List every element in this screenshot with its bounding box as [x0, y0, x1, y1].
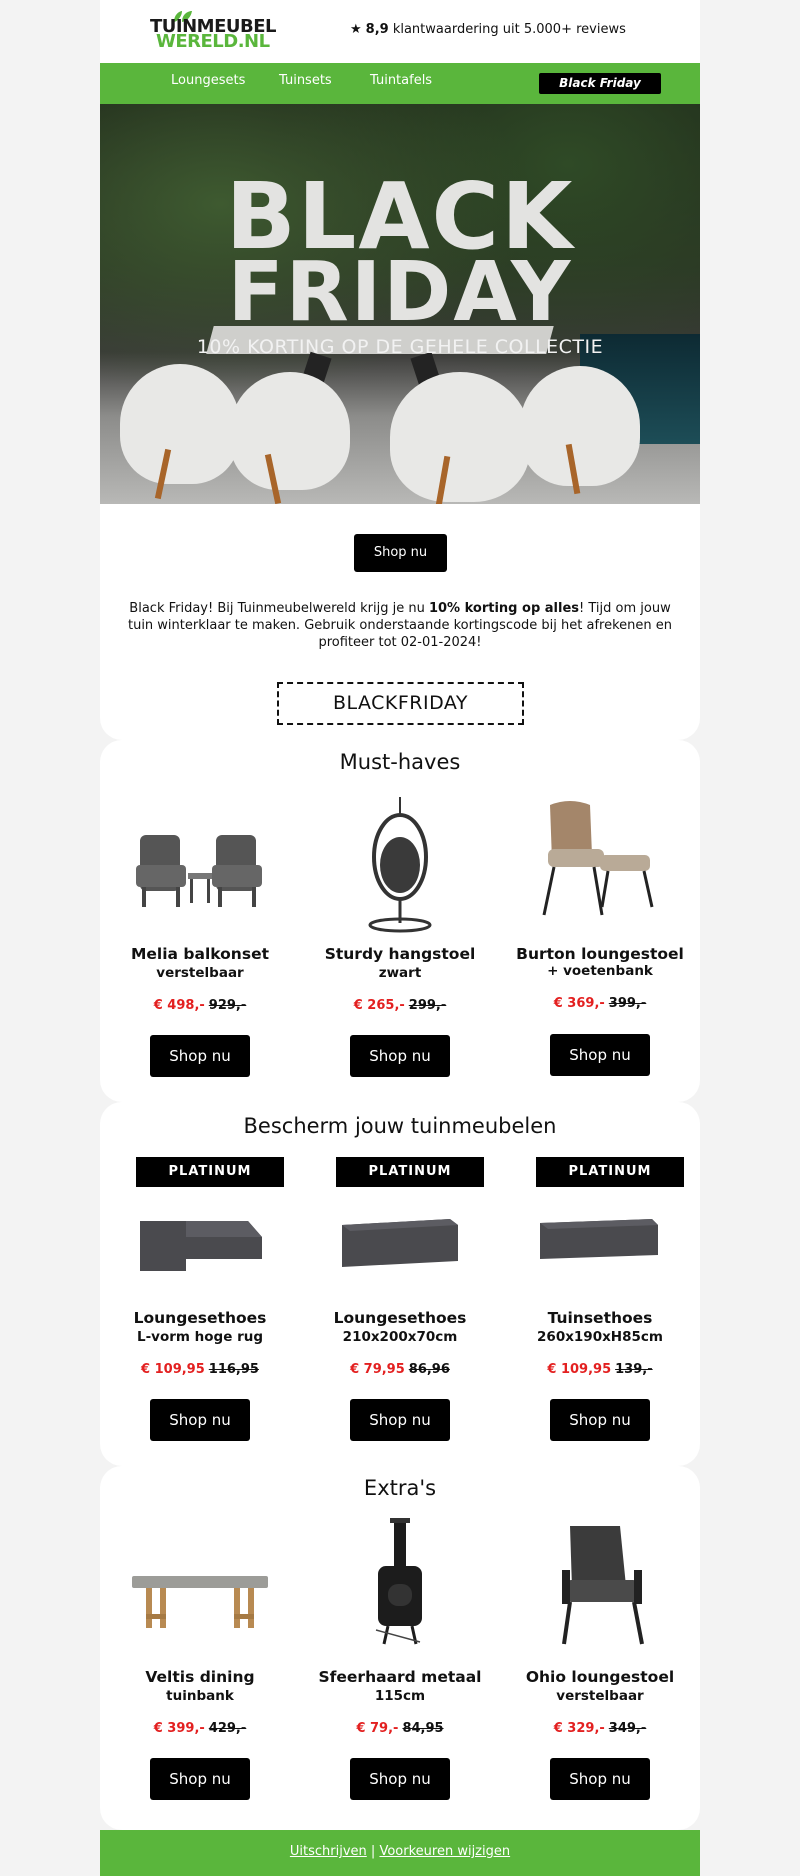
price-new: € 79,95	[350, 1362, 405, 1377]
footer-separator: |	[370, 1844, 376, 1859]
brand-logo: PLATINUM	[336, 1157, 484, 1187]
shop-button[interactable]: Shop nu	[350, 1035, 450, 1077]
product-price	[510, 996, 690, 1011]
price-old: 86,96	[408, 1362, 450, 1377]
logo[interactable]	[148, 12, 276, 52]
product-name: Ohio loungestoel	[525, 1668, 675, 1686]
price-new: € 498,-	[153, 998, 205, 1013]
price-old: 429,-	[208, 1721, 247, 1736]
product-price	[110, 1362, 290, 1377]
intro-text-part: ! Tijd om jouw tuin winterklaar te maken. Gebruik onderstaande kortingscode bij het afrekenen en profiteer tot 02-01-2024!	[127, 601, 672, 650]
hero-photo-chair	[520, 366, 640, 486]
shop-button[interactable]: Shop nu	[150, 1035, 250, 1077]
nav-item-black-friday[interactable]: Black Friday	[539, 73, 661, 94]
price-old: 399,-	[608, 996, 647, 1011]
product-price	[310, 998, 490, 1013]
nav-item-loungesets[interactable]: Loungesets	[171, 73, 246, 88]
bench-image	[130, 1518, 270, 1658]
hero-photo-chair	[230, 372, 350, 490]
product-subtitle: zwart	[378, 965, 422, 981]
cover-image	[330, 1197, 470, 1287]
product-price	[110, 1721, 290, 1736]
product-price	[510, 1362, 690, 1377]
product-price	[310, 1721, 490, 1736]
preferences-link[interactable]: Voorkeuren wijzigen	[379, 1844, 511, 1859]
product-subtitle: verstelbaar	[556, 1688, 644, 1704]
nav-item-tuinsets[interactable]: Tuinsets	[279, 73, 332, 88]
product-subtitle: 210x200x70cm	[342, 1329, 458, 1345]
lounge-chair-image	[530, 1518, 670, 1658]
price-new: € 79,-	[356, 1721, 399, 1736]
price-old: 299,-	[408, 998, 447, 1013]
product-subtitle: verstelbaar	[156, 965, 244, 981]
shop-button[interactable]: Shop nu	[350, 1399, 450, 1441]
lounge-chair-image	[530, 795, 670, 935]
price-new: € 265,-	[353, 998, 405, 1013]
fire-pit-image	[330, 1518, 470, 1658]
hero-title-line2: FRIDAY	[227, 245, 573, 340]
price-old: 84,95	[402, 1721, 444, 1736]
shop-button[interactable]: Shop nu	[350, 1758, 450, 1800]
shop-button[interactable]: Shop nu	[550, 1399, 650, 1441]
price-new: € 399,-	[153, 1721, 205, 1736]
shop-button[interactable]: Shop nu	[150, 1758, 250, 1800]
hero-banner[interactable]	[100, 104, 700, 504]
section-title: Bescherm jouw tuinmeubelen	[243, 1114, 557, 1138]
price-new: € 109,95	[141, 1362, 205, 1377]
product-name: Sturdy hangstoel	[324, 945, 476, 963]
intro-text-bold: 10% korting op alles	[428, 601, 580, 616]
hero-photo-chair	[390, 372, 530, 502]
email-header	[100, 0, 700, 63]
product-subtitle: tuinbank	[166, 1688, 234, 1704]
hero-title-line1: BLACK	[225, 163, 575, 270]
product-name: Melia balkonset	[130, 945, 269, 963]
logo-text-bottom: WERELD.NL	[156, 31, 270, 52]
price-old: 349,-	[608, 1721, 647, 1736]
section-covers	[100, 1102, 700, 1466]
product-name: Loungesethoes	[333, 1309, 467, 1327]
hero-shop-button[interactable]: Shop nu	[354, 534, 447, 572]
product-name: Tuinsethoes	[547, 1309, 653, 1327]
product-price	[110, 998, 290, 1013]
product-subtitle: L-vorm hoge rug	[136, 1329, 264, 1345]
product-subtitle: 260x190xH85cm	[537, 1329, 663, 1345]
balcony-set-image	[130, 795, 270, 935]
product-price	[310, 1362, 490, 1377]
product-name: Sfeerhaard metaal	[318, 1668, 482, 1686]
footer-links	[100, 1844, 700, 1859]
section-must-haves	[100, 740, 700, 1102]
price-new: € 109,95	[547, 1362, 612, 1377]
hero-subtitle: 10% KORTING OP DE GEHELE COLLECTIE	[196, 336, 604, 358]
rating-text: klantwaardering uit 5.000+ reviews	[392, 22, 626, 37]
logo-text-top: TUINMEUBEL	[150, 16, 276, 37]
review-rating	[350, 22, 626, 37]
section-extras	[100, 1466, 700, 1830]
product-subtitle: 115cm	[374, 1688, 426, 1704]
price-new: € 329,-	[553, 1721, 605, 1736]
discount-code[interactable]: BLACKFRIDAY	[277, 682, 524, 725]
brand-logo: PLATINUM	[536, 1157, 684, 1187]
star-icon: ★	[350, 22, 362, 37]
l-cover-image	[130, 1197, 270, 1287]
hero-photo-chair	[120, 364, 240, 484]
price-old: 929,-	[208, 998, 247, 1013]
intro-text	[116, 600, 684, 651]
shop-button[interactable]: Shop nu	[550, 1034, 650, 1076]
section-title: Must-haves	[339, 750, 461, 774]
intro-section	[100, 504, 700, 740]
product-price	[510, 1721, 690, 1736]
footer	[100, 1830, 700, 1876]
rating-score: 8,9	[365, 22, 389, 37]
product-name: Veltis dining	[145, 1668, 255, 1686]
intro-text-part: Black Friday! Bij Tuinmeubelwereld krijg je nu	[129, 601, 429, 616]
price-old: 139,-	[615, 1362, 653, 1377]
cover-image	[530, 1197, 670, 1287]
hanging-chair-image	[330, 795, 470, 935]
nav-item-tuintafels[interactable]: Tuintafels	[370, 73, 433, 88]
price-old: 116,95	[208, 1362, 259, 1377]
product-name: Burton loungestoel	[516, 945, 684, 963]
product-name: Loungesethoes	[133, 1309, 267, 1327]
nav-bar	[100, 63, 700, 104]
product-subtitle: + voetenbank	[547, 963, 653, 979]
shop-button[interactable]: Shop nu	[150, 1399, 250, 1441]
brand-logo: PLATINUM	[136, 1157, 284, 1187]
price-new: € 369,-	[553, 996, 605, 1011]
unsubscribe-link[interactable]: Uitschrijven	[289, 1844, 367, 1859]
section-title: Extra's	[363, 1476, 437, 1500]
shop-button[interactable]: Shop nu	[550, 1758, 650, 1800]
